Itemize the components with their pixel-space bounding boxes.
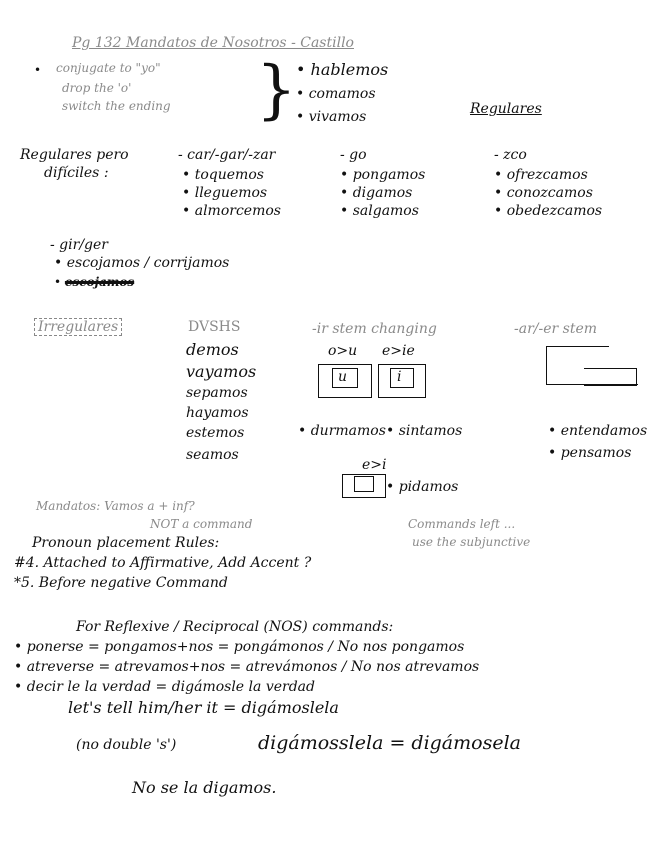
section-label: difíciles : <box>44 165 109 181</box>
crossed-out-word: • escojamos <box>54 275 135 289</box>
intro-example: • comamos <box>296 86 376 102</box>
intro-step: drop the 'o' <box>62 81 132 95</box>
list-item: • pongamos <box>340 167 426 183</box>
note: Mandatos: Vamos a + inf? <box>36 499 195 513</box>
stem-box-letter: i <box>397 369 402 385</box>
page-title: Pg 132 Mandatos de Nosotros - Castillo <box>72 35 354 51</box>
irregular-verb: hayamos <box>186 405 249 421</box>
list-item: • escojamos / corrijamos <box>54 255 230 271</box>
intro-step: switch the ending <box>62 99 171 113</box>
list-item: • almorcemos <box>182 203 281 219</box>
column-head: - gir/ger <box>50 237 108 253</box>
bullet: • <box>34 63 42 77</box>
regulares-tag: Regulares <box>470 101 542 117</box>
stem-box-inner <box>354 476 374 492</box>
list-item: • digamos <box>340 185 413 201</box>
irregulares-label: Irregulares <box>34 318 122 336</box>
reflexive-line: let's tell him/her it = digámoslela <box>68 698 339 717</box>
stem-change: e>ie <box>382 343 415 359</box>
pronoun-rule: #4. Attached to Affirmative, Add Accent ? <box>14 555 312 571</box>
stem-box-letter: u <box>338 369 348 385</box>
er-ar-example: • entendamos <box>548 423 648 439</box>
right-brace: } <box>256 53 297 127</box>
er-ar-example: • pensamos <box>548 445 632 461</box>
reflexive-line: digámosslela = digámosela <box>258 732 521 754</box>
stem-shape <box>546 384 638 385</box>
er-ar-head: -ar/-er stem <box>514 321 598 337</box>
note: Commands left ... <box>408 517 516 531</box>
pronoun-title: Pronoun placement Rules: <box>32 535 220 551</box>
list-item: • salgamos <box>340 203 419 219</box>
irregular-verb: estemos <box>186 425 245 441</box>
list-item: • conozcamos <box>494 185 593 201</box>
pronoun-rule: *5. Before negative Command <box>14 575 228 591</box>
list-item: • lleguemos <box>182 185 268 201</box>
irregular-verb: sepamos <box>186 385 248 401</box>
intro-step: conjugate to "yo" <box>56 61 161 75</box>
irregular-verb: seamos <box>186 447 239 463</box>
reflexive-line: • atreverse = atrevamos+nos = atrevámonos / No nos atrevamos <box>14 659 480 675</box>
section-label: Regulares pero <box>20 147 129 163</box>
intro-example: • hablemos <box>296 60 389 79</box>
stem-change: e>i <box>362 457 387 473</box>
reflexive-note: (no double 's') <box>76 737 177 753</box>
reflexive-negative: No se la digamos. <box>132 778 277 797</box>
reflexive-title: For Reflexive / Reciprocal (NOS) commands: <box>76 619 394 635</box>
ir-stem-head: -ir stem changing <box>312 321 437 337</box>
irregular-verb: vayamos <box>186 362 257 381</box>
column-head: - go <box>340 147 367 163</box>
list-item: • toquemos <box>182 167 264 183</box>
irregular-verb: demos <box>186 340 239 359</box>
reflexive-line: • decir le la verdad = digámosle la verdad <box>14 679 315 695</box>
stem-change: o>u <box>328 343 358 359</box>
ir-example: • pidamos <box>386 479 459 495</box>
ir-example: • durmamos <box>298 423 386 439</box>
reflexive-line: • ponerse = pongamos+nos = pongámonos / No nos pongamos <box>14 639 465 655</box>
note: use the subjunctive <box>412 535 531 549</box>
note: NOT a command <box>150 517 253 531</box>
column-head: - zco <box>494 147 527 163</box>
intro-example: • vivamos <box>296 109 367 125</box>
list-item: • ofrezcamos <box>494 167 588 183</box>
stem-box-inner <box>390 368 414 388</box>
list-item: • obedezcamos <box>494 203 603 219</box>
column-head: - car/-gar/-zar <box>178 147 276 163</box>
dvshs-label: DVSHS <box>188 319 241 335</box>
ir-example: • sintamos <box>386 423 463 439</box>
